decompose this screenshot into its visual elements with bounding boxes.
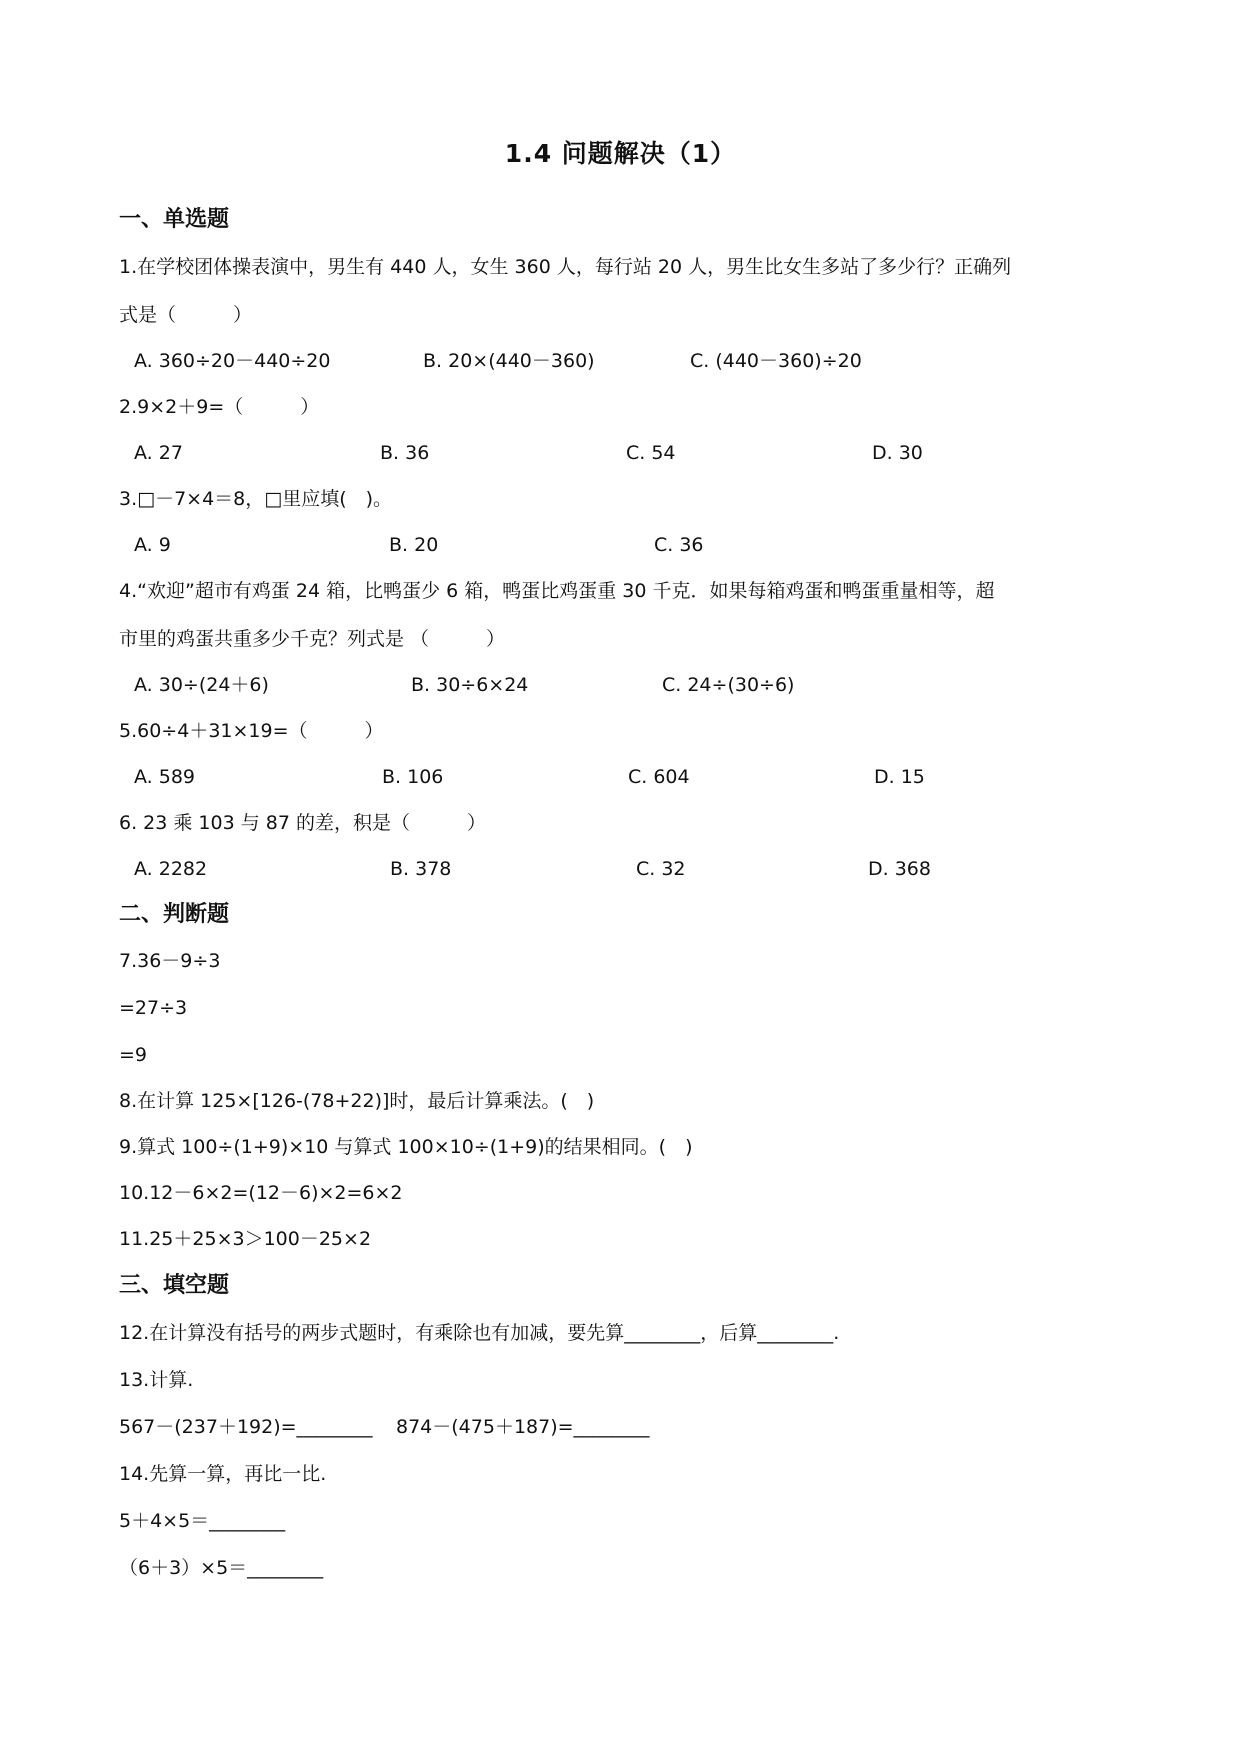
question-4-line-1: 4.“欢迎”超市有鸡蛋 24 箱，比鸭蛋少 6 箱，鸭蛋比鸡蛋重 30 千克．如果每箱鸡蛋和鸭蛋重量相等，超 bbox=[119, 580, 995, 602]
page-title: 1.4 问题解决（1） bbox=[504, 139, 737, 168]
section-heading-true-false: 二、判断题 bbox=[119, 902, 230, 927]
section-heading-single-choice: 一、单选题 bbox=[119, 207, 230, 232]
question-2-line-1: 2.9×2＋9=（ ） bbox=[119, 396, 320, 418]
question-14-expression-a: 5＋4×5＝________ bbox=[119, 1510, 286, 1532]
option-c[interactable]: C. 604 bbox=[628, 766, 690, 788]
option-a[interactable]: A. 30÷(24＋6) bbox=[134, 674, 269, 696]
option-d[interactable]: D. 368 bbox=[868, 858, 931, 880]
option-a[interactable]: A. 589 bbox=[134, 766, 196, 788]
question-2-options bbox=[0, 440, 1241, 466]
option-b[interactable]: B. 106 bbox=[382, 766, 444, 788]
question-10: 10.12－6×2=(12－6)×2=6×2 bbox=[119, 1182, 403, 1204]
question-14-line-1: 14.先算一算，再比一比. bbox=[119, 1463, 327, 1485]
option-c[interactable]: C. 24÷(30÷6) bbox=[662, 674, 795, 696]
question-9: 9.算式 100÷(1+9)×10 与算式 100×10÷(1+9)的结果相同。( ) bbox=[119, 1136, 693, 1158]
question-6-line-1: 6. 23 乘 103 与 87 的差，积是（ ） bbox=[119, 812, 486, 834]
question-3-line-1: 3.□－7×4＝8，□里应填( )。 bbox=[119, 488, 393, 510]
option-b[interactable]: B. 20×(440－360) bbox=[423, 350, 595, 372]
question-1-line-2: 式是（ ） bbox=[119, 304, 253, 326]
option-d[interactable]: D. 15 bbox=[874, 766, 925, 788]
question-8: 8.在计算 125×[126-(78+22)]时，最后计算乘法。( ) bbox=[119, 1090, 595, 1112]
question-3-options bbox=[0, 532, 1241, 558]
question-7-line-2: =27÷3 bbox=[119, 997, 188, 1019]
question-13-line-1: 13.计算. bbox=[119, 1369, 194, 1391]
question-5-options bbox=[0, 764, 1241, 790]
option-a[interactable]: A. 9 bbox=[134, 534, 171, 556]
option-a[interactable]: A. 2282 bbox=[134, 858, 208, 880]
question-1-line-1: 1.在学校团体操表演中，男生有 440 人，女生 360 人，每行站 20 人，男生比女生多站了多少行？正确列 bbox=[119, 256, 1012, 278]
option-a[interactable]: A. 360÷20－440÷20 bbox=[134, 350, 331, 372]
question-5-line-1: 5.60÷4＋31×19=（ ） bbox=[119, 720, 384, 742]
question-12: 12.在计算没有括号的两步式题时，有乘除也有加减，要先算________，后算________. bbox=[119, 1322, 840, 1344]
question-4-options bbox=[0, 672, 1241, 698]
option-c[interactable]: C. 36 bbox=[654, 534, 704, 556]
section-heading-fill-blank: 三、填空题 bbox=[119, 1273, 230, 1298]
option-b[interactable]: B. 378 bbox=[390, 858, 452, 880]
option-c[interactable]: C. 54 bbox=[626, 442, 676, 464]
option-c[interactable]: C. 32 bbox=[636, 858, 686, 880]
option-b[interactable]: B. 30÷6×24 bbox=[411, 674, 529, 696]
question-14-expression-b: （6＋3）×5＝________ bbox=[119, 1557, 324, 1579]
question-7-line-3: =9 bbox=[119, 1044, 148, 1066]
question-7-line-1: 7.36－9÷3 bbox=[119, 950, 221, 972]
option-b[interactable]: B. 36 bbox=[380, 442, 430, 464]
question-1-options bbox=[0, 348, 1241, 374]
question-11: 11.25＋25×3＞100－25×2 bbox=[119, 1228, 372, 1250]
option-c[interactable]: C. (440－360)÷20 bbox=[690, 350, 862, 372]
question-6-options bbox=[0, 856, 1241, 882]
option-d[interactable]: D. 30 bbox=[872, 442, 923, 464]
question-4-line-2: 市里的鸡蛋共重多少千克？列式是 （ ） bbox=[119, 628, 506, 650]
question-13-expression-b: 874－(475＋187)=________ bbox=[396, 1416, 650, 1438]
option-b[interactable]: B. 20 bbox=[389, 534, 439, 556]
question-13-expression-a: 567－(237＋192)=________ bbox=[119, 1416, 373, 1438]
option-a[interactable]: A. 27 bbox=[134, 442, 183, 464]
